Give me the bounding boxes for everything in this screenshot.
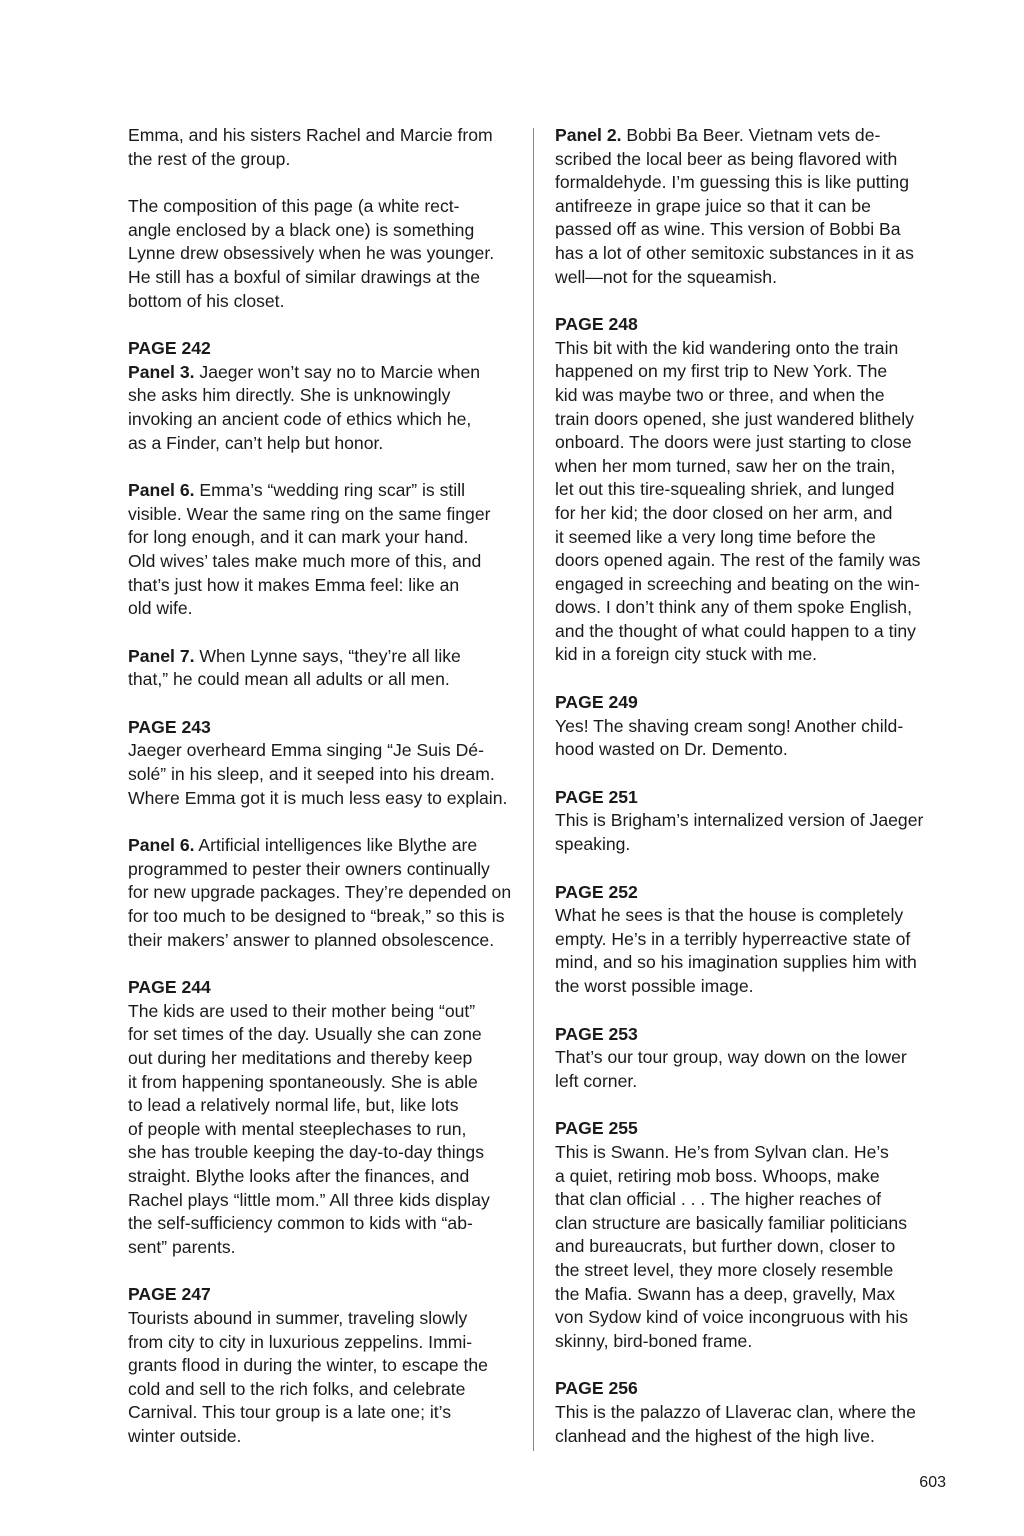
right-column [555,124,950,1472]
paragraph [555,881,950,999]
text-line [128,432,518,456]
line-text: Rachel plays “little mom.” All three kids display [128,1189,490,1210]
text-line [555,526,950,550]
line-text: the street level, they more closely resemble [555,1259,894,1280]
line-text: the worst possible image. [555,976,754,996]
text-line [555,928,950,952]
paragraph [555,786,950,857]
text-line [555,242,950,266]
line-text: and the thought of what could happen to a tiny [555,620,916,641]
text-line [555,1235,950,1259]
line-text: she asks him directly. She is unknowingly [128,385,451,406]
line-text: has a lot of other semitoxic substances in it as [555,242,914,263]
line-text: Carnival. This tour group is a late one; it’s [128,1402,452,1423]
text-line [128,1118,518,1142]
line-text: for set times of the day. Usually she can zone [128,1024,482,1045]
line-text: dows. I don’t think any of them spoke English, [555,597,912,618]
line-text: The kids are used to their mother being “out” [128,1000,476,1021]
text-line [128,242,518,266]
line-text: Lynne drew obsessively when he was younger. [128,243,495,264]
text-line [555,1425,950,1449]
page-heading: PAGE 242 [128,338,211,359]
paragraph [555,691,950,762]
text-line [128,787,518,811]
line-text: it from happening spontaneously. She is able [128,1071,478,1092]
text-line [555,809,950,833]
line-text: from city to city in luxurious zeppelins. Immi- [128,1331,473,1352]
line-text: passed off as wine. This version of Bobbi Ba [555,219,901,240]
text-line [555,1165,950,1189]
line-text: Artificial intelligences like Blythe are [194,835,478,856]
text-line [555,1401,950,1425]
paragraph [555,1117,950,1353]
text-line [128,597,518,621]
line-text: hood wasted on Dr. Demento. [555,739,788,760]
text-line [128,1378,518,1402]
text-line [555,195,950,219]
text-line [128,148,518,172]
line-text: for new upgrade packages. They’re depended on [128,882,512,903]
line-text: Where Emma got it is much less easy to explain. [128,787,508,808]
line-text: Tourists abound in summer, traveling slowly [128,1307,468,1328]
page-heading: PAGE 251 [555,786,638,807]
line-text: Jaeger overheard Emma singing “Je Suis Dé- [128,740,484,761]
line-text: of people with mental steeplechases to run, [128,1118,467,1139]
line-text: clanhead and the highest of the high live. [555,1425,875,1446]
line-text: train doors opened, she just wandered blithely [555,408,914,429]
paragraph [128,645,518,692]
page-heading: PAGE 255 [555,1118,638,1139]
text-line [555,1330,950,1354]
line-text: when her mom turned, saw her on the train, [555,455,896,476]
paragraph [128,195,518,313]
text-line [555,266,950,290]
text-line [555,502,950,526]
left-column [128,124,518,1473]
text-line [555,218,950,242]
text-line [555,1259,950,1283]
text-line [128,763,518,787]
line-text: Bobbi Ba Beer. Vietnam vets de- [621,125,881,145]
line-text: their makers’ answer to planned obsolescence. [128,929,495,950]
text-line [128,1141,518,1165]
line-text: for too much to be designed to “break,” so this is [128,906,505,927]
paragraph [128,124,518,171]
line-text: sent” parents. [128,1236,236,1257]
line-text: the Mafia. Swann has a deep, gravelly, Max [555,1283,896,1304]
text-line [555,455,950,479]
page-heading: PAGE 244 [128,977,211,998]
line-text: This is the palazzo of Llaverac clan, where the [555,1401,916,1422]
line-text: skinny, bird-boned frame. [555,1330,753,1351]
line-text: He still has a boxful of similar drawings at the [128,266,481,287]
text-line [128,1165,518,1189]
paragraph [128,337,518,455]
line-text: well—not for the squeamish. [555,266,777,287]
text-line [128,1023,518,1047]
line-text: out during her meditations and thereby keep [128,1048,473,1068]
text-line [555,124,950,148]
line-text: This bit with the kid wandering onto the train [555,337,899,358]
text-line [555,431,950,455]
text-line [128,1212,518,1236]
text-line [128,834,518,858]
text-line [555,171,950,195]
line-text: Old wives’ tales make much more of this, and [128,550,482,571]
line-text: programmed to pester their owners continually [128,858,490,879]
line-text: When Lynne says, “they’re all like [194,645,461,666]
page-heading: PAGE 249 [555,692,638,713]
panel-label: Panel 2. [555,125,622,145]
line-text: for long enough, and it can mark your hand. [128,527,469,548]
line-text: The composition of this page (a white rect- [128,196,460,217]
line-text: Emma, and his sisters Rachel and Marcie from [128,125,493,145]
text-line [555,833,950,857]
paragraph [555,124,950,289]
paragraph [555,1377,950,1448]
text-line [555,549,950,573]
text-line [128,881,518,905]
line-text: kid in a foreign city stuck with me. [555,644,818,665]
text-line [128,550,518,574]
line-text: winter outside. [128,1425,242,1446]
text-line [555,478,950,502]
text-line [128,1354,518,1378]
text-line [128,1000,518,1024]
paragraph [128,976,518,1259]
line-text: invoking an ancient code of ethics which he, [128,408,472,429]
text-line [128,1071,518,1095]
text-line [128,858,518,882]
text-line [128,195,518,219]
line-text: that clan official . . . The higher reaches of [555,1189,881,1210]
line-text: Jaeger won’t say no to Marcie when [194,361,481,382]
text-line [128,361,518,385]
panel-label: Panel 7. [128,645,195,666]
panel-label: Panel 6. [128,835,195,856]
line-text: the self-sufficiency common to kids with “ab- [128,1213,473,1234]
text-line [128,1425,518,1449]
text-line [555,715,950,739]
text-line [555,408,950,432]
text-line [555,951,950,975]
text-line [128,1331,518,1355]
text-line [128,266,518,290]
text-line [555,1283,950,1307]
text-line [555,148,950,172]
line-text: antifreeze in grape juice so that it can be [555,195,871,216]
text-line [555,975,950,999]
page-heading: PAGE 253 [555,1023,638,1044]
line-text: let out this tire-squealing shriek, and lunged [555,479,895,500]
line-text: speaking. [555,834,631,855]
line-text: kid was maybe two or three, and when the [555,384,885,405]
line-text: to lead a relatively normal life, but, like lots [128,1095,459,1116]
line-text: onboard. The doors were just starting to close [555,432,912,453]
line-text: mind, and so his imagination supplies him with [555,952,917,973]
line-text: This is Swann. He’s from Sylvan clan. He’s [555,1141,889,1162]
paragraph [128,834,518,952]
page-heading: PAGE 248 [555,314,638,335]
text-line [128,503,518,527]
line-text: clan structure are basically familiar politicians [555,1212,908,1233]
line-text: cold and sell to the rich folks, and celebrate [128,1378,466,1399]
line-text: engaged in screeching and beating on the win- [555,573,920,594]
line-text: visible. Wear the same ring on the same finger [128,503,491,524]
text-line [555,1141,950,1165]
text-line [555,1070,950,1094]
text-line [555,904,950,928]
text-line [128,1307,518,1331]
line-text: bottom of his closet. [128,290,285,311]
text-line [555,337,950,361]
line-text: she has trouble keeping the day-to-day things [128,1142,485,1163]
text-line [128,1094,518,1118]
text-line [555,1212,950,1236]
paragraph [555,1023,950,1094]
paragraph [128,479,518,621]
text-line [128,1401,518,1425]
text-line [128,219,518,243]
text-line [555,620,950,644]
page-heading: PAGE 247 [128,1284,211,1305]
line-text: it seemed like a very long time before the [555,526,876,547]
line-text: Yes! The shaving cream song! Another child- [555,715,904,736]
text-line [555,738,950,762]
text-line [128,408,518,432]
line-text: grants flood in during the winter, to escape the [128,1355,488,1376]
text-line [128,574,518,598]
line-text: This is Brigham’s internalized version of Jaeger [555,810,924,831]
column-divider [533,128,534,1451]
line-text: That’s our tour group, way down on the lower [555,1047,907,1068]
text-line [555,1306,950,1330]
line-text: solé” in his sleep, and it seeped into his dream. [128,764,495,785]
text-line [555,573,950,597]
line-text: the rest of the group. [128,148,291,169]
line-text: that’s just how it makes Emma feel: like an [128,574,460,595]
text-line [128,124,518,148]
line-text: happened on my first trip to New York. The [555,361,888,382]
text-line [128,668,518,692]
paragraph [128,716,518,810]
text-line [128,1189,518,1213]
line-text: and bureaucrats, but further down, closer to [555,1236,896,1257]
text-line [128,645,518,669]
line-text: doors opened again. The rest of the family was [555,550,921,571]
line-text: a quiet, retiring mob boss. Whoops, make [555,1165,880,1186]
line-text: angle enclosed by a black one) is something [128,219,475,240]
text-line [128,479,518,503]
line-text: Emma’s “wedding ring scar” is still [194,480,466,501]
line-text: old wife. [128,598,193,619]
paragraph [555,313,950,667]
line-text: for her kid; the door closed on her arm, and [555,502,893,523]
line-text: left corner. [555,1070,638,1091]
panel-label: Panel 6. [128,480,195,501]
page-heading: PAGE 256 [555,1378,638,1399]
text-line [128,384,518,408]
text-line [555,643,950,667]
text-line [128,1236,518,1260]
text-line [128,290,518,314]
line-text: as a Finder, can’t help but honor. [128,432,384,453]
line-text: scribed the local beer as being flavored with [555,148,898,169]
line-text: What he sees is that the house is completely [555,905,904,926]
text-line [555,1188,950,1212]
text-line [128,905,518,929]
text-line [555,596,950,620]
text-line [128,526,518,550]
text-line [128,929,518,953]
page-number: 603 [919,1474,946,1491]
text-line [128,1047,518,1071]
line-text: that,” he could mean all adults or all men. [128,669,450,690]
line-text: von Sydow kind of voice incongruous with his [555,1307,909,1328]
text-line [555,1046,950,1070]
text-line [555,384,950,408]
line-text: straight. Blythe looks after the finances, and [128,1165,470,1186]
line-text: empty. He’s in a terribly hyperreactive state of [555,928,911,949]
text-line [555,360,950,384]
page-heading: PAGE 243 [128,716,211,737]
line-text: formaldehyde. I’m guessing this is like putting [555,172,910,193]
page-heading: PAGE 252 [555,881,638,902]
paragraph [128,1283,518,1448]
text-line [128,739,518,763]
panel-label: Panel 3. [128,361,195,382]
